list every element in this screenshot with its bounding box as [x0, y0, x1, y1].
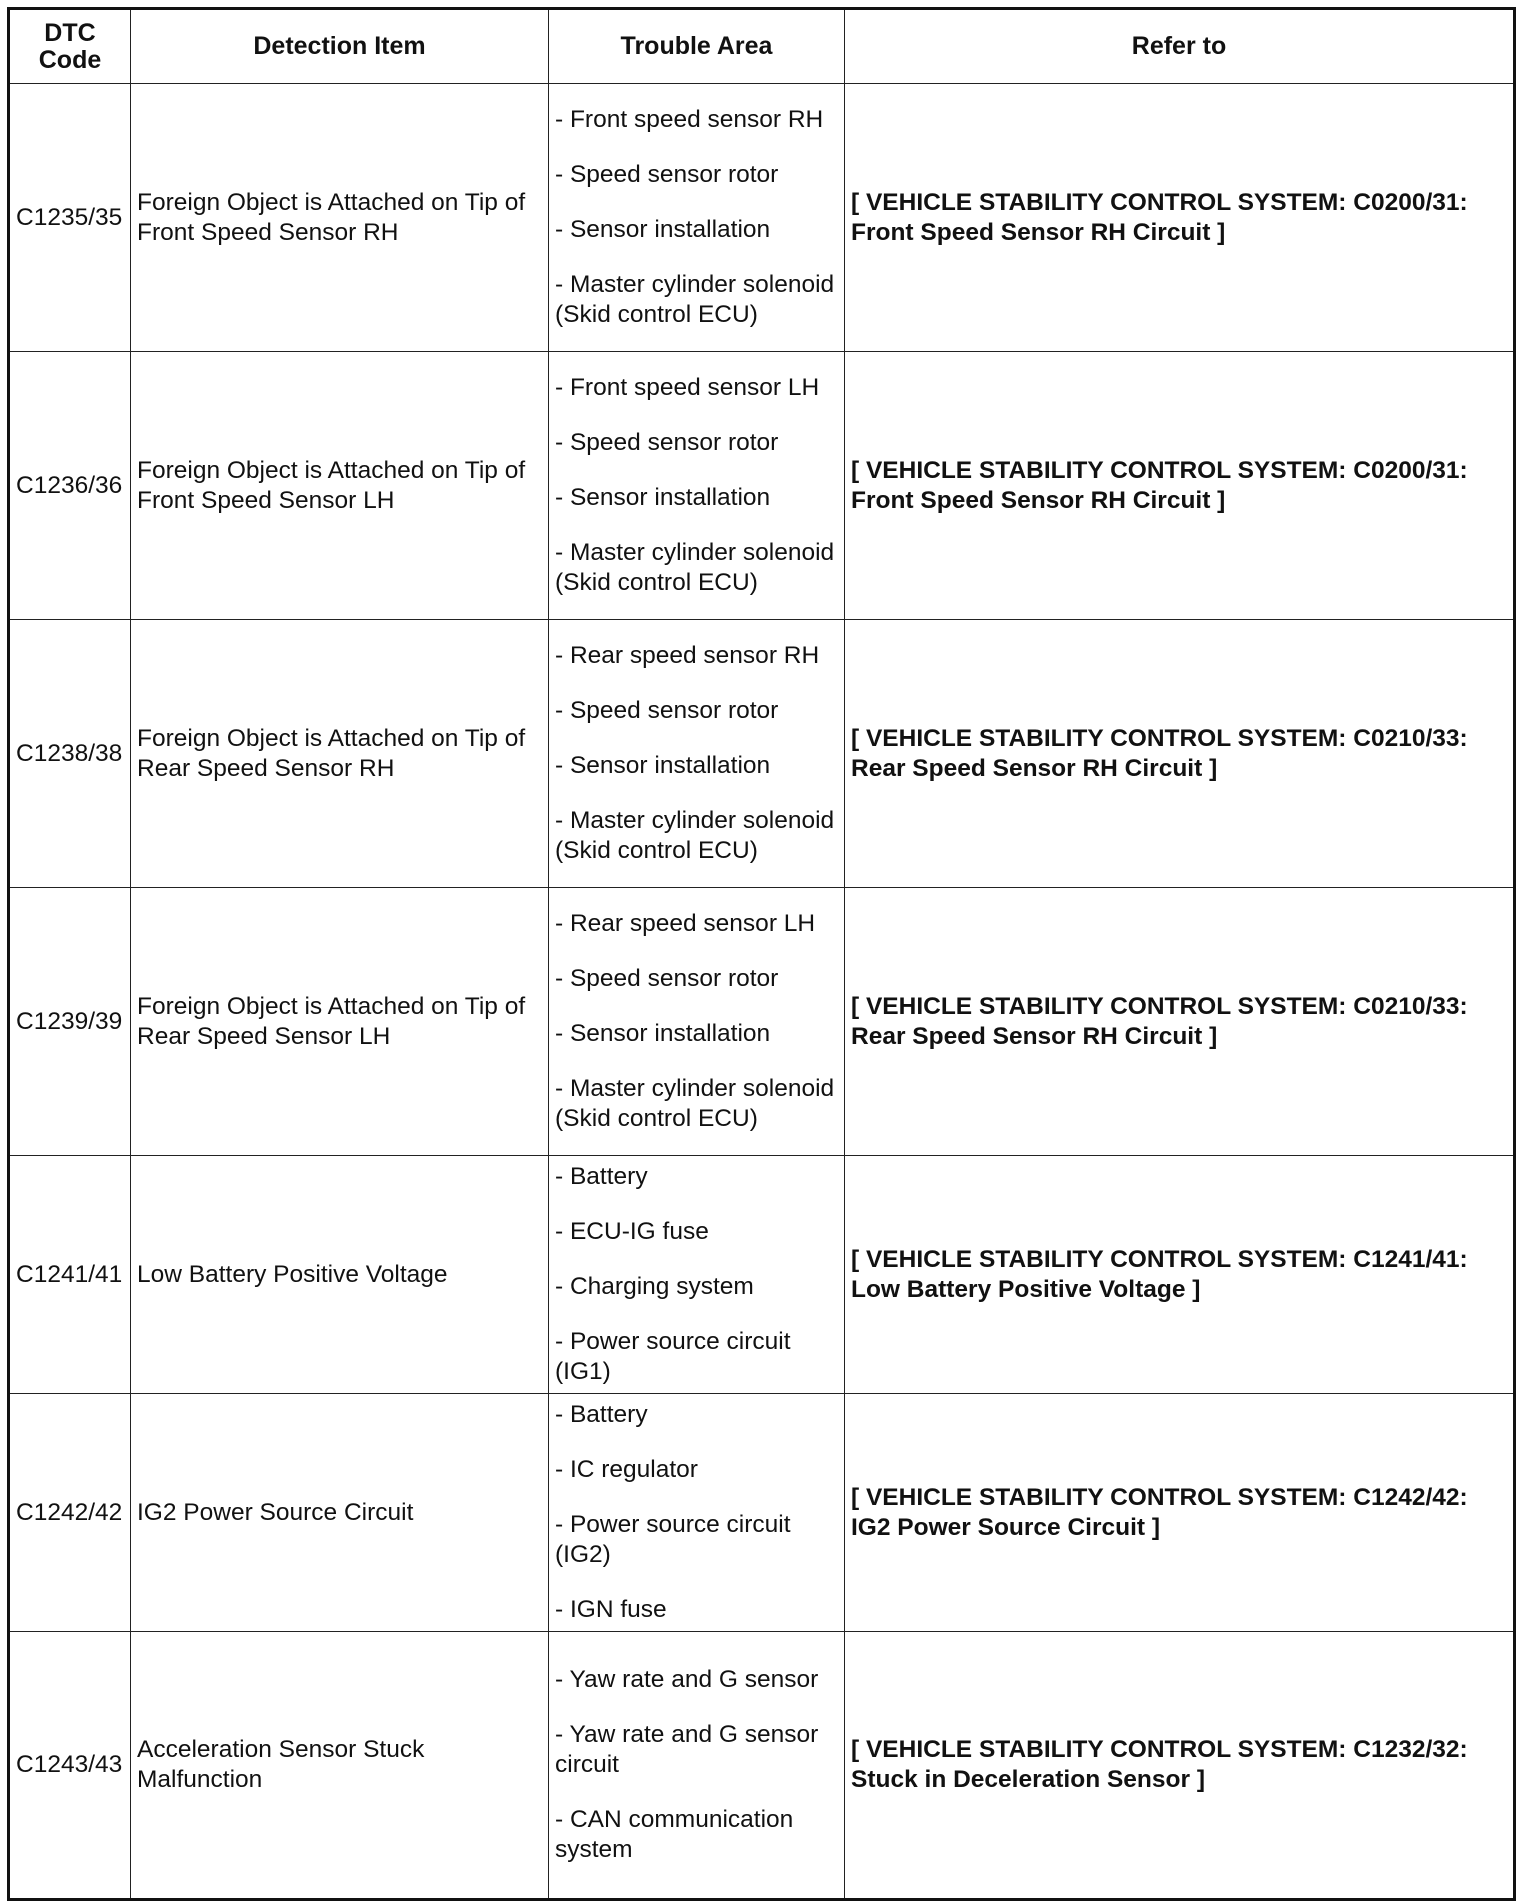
trouble-area-item: - IC regulator: [555, 1456, 698, 1483]
refer-to-link[interactable]: [ VEHICLE STABILITY CONTROL SYSTEM: C0210/33: Rear Speed Sensor RH Circuit ]: [845, 888, 1515, 1156]
trouble-area-item: - Sensor installation: [555, 484, 771, 511]
trouble-area-cell: [549, 352, 845, 620]
detection-item-cell: Acceleration Sensor Stuck Malfunction: [131, 1632, 549, 1900]
refer-to-link[interactable]: [ VEHICLE STABILITY CONTROL SYSTEM: C1241/41: Low Battery Positive Voltage ]: [845, 1156, 1515, 1394]
trouble-area-cell: [549, 888, 845, 1156]
dtc-code-cell: C1243/43: [9, 1632, 131, 1900]
dtc-code-cell: C1236/36: [9, 352, 131, 620]
trouble-area-item: - Power source circuit (IG2): [555, 1511, 791, 1568]
refer-to-link[interactable]: [ VEHICLE STABILITY CONTROL SYSTEM: C0200/31: Front Speed Sensor RH Circuit ]: [845, 352, 1515, 620]
trouble-area-item: - Master cylinder solenoid (Skid control ECU): [555, 1075, 835, 1132]
header-detection-item: Detection Item: [131, 9, 549, 84]
trouble-area-item: - Front speed sensor RH: [555, 106, 824, 133]
trouble-area-item: - Sensor installation: [555, 216, 771, 243]
header-refer-to: Refer to: [845, 9, 1515, 84]
trouble-area-item: - IGN fuse: [555, 1596, 667, 1623]
trouble-area-item: - Speed sensor rotor: [555, 161, 779, 188]
trouble-area-item: - Battery: [555, 1401, 648, 1428]
header-dtc-code-line2: Code: [38, 45, 102, 74]
header-row: [9, 9, 1515, 84]
trouble-area-cell: [549, 1156, 845, 1394]
trouble-area-cell: [549, 84, 845, 352]
detection-item-cell: Foreign Object is Attached on Tip of Front Speed Sensor LH: [131, 352, 549, 620]
dtc-code-cell: C1238/38: [9, 620, 131, 888]
refer-to-link[interactable]: [ VEHICLE STABILITY CONTROL SYSTEM: C0210/33: Rear Speed Sensor RH Circuit ]: [845, 620, 1515, 888]
trouble-area-item: - Charging system: [555, 1273, 754, 1300]
trouble-area-item: - CAN communication system: [555, 1806, 794, 1863]
table-row: [9, 352, 1515, 620]
trouble-area-item: - Front speed sensor LH: [555, 374, 820, 401]
trouble-area-item: - Speed sensor rotor: [555, 965, 779, 992]
trouble-area-item: - Rear speed sensor RH: [555, 642, 820, 669]
trouble-area-item: - Speed sensor rotor: [555, 697, 779, 724]
trouble-area-item: - Battery: [555, 1163, 648, 1190]
trouble-area-item: - Sensor installation: [555, 1020, 771, 1047]
dtc-table: [7, 7, 1516, 1901]
detection-item-cell: Low Battery Positive Voltage: [131, 1156, 549, 1394]
trouble-area-item: - Sensor installation: [555, 752, 771, 779]
dtc-code-cell: C1235/35: [9, 84, 131, 352]
trouble-area-item: - Yaw rate and G sensor: [555, 1666, 819, 1693]
trouble-area-cell: [549, 620, 845, 888]
header-dtc-code-line1: DTC: [44, 18, 96, 47]
trouble-area-item: - Rear speed sensor LH: [555, 910, 816, 937]
trouble-area-item: - ECU-IG fuse: [555, 1218, 709, 1245]
trouble-area-item: - Speed sensor rotor: [555, 429, 779, 456]
detection-item-cell: Foreign Object is Attached on Tip of Rear Speed Sensor RH: [131, 620, 549, 888]
dtc-code-cell: C1242/42: [9, 1394, 131, 1632]
detection-item-cell: Foreign Object is Attached on Tip of Front Speed Sensor RH: [131, 84, 549, 352]
table-row: [9, 1632, 1515, 1900]
trouble-area-item: - Master cylinder solenoid (Skid control ECU): [555, 271, 835, 328]
trouble-area-item: - Yaw rate and G sensor circuit: [555, 1721, 819, 1778]
trouble-area-item: - Master cylinder solenoid (Skid control ECU): [555, 539, 835, 596]
table-row: [9, 620, 1515, 888]
header-dtc-code: [9, 9, 131, 84]
refer-to-link[interactable]: [ VEHICLE STABILITY CONTROL SYSTEM: C0200/31: Front Speed Sensor RH Circuit ]: [845, 84, 1515, 352]
trouble-area-cell: [549, 1632, 845, 1900]
trouble-area-item: - Power source circuit (IG1): [555, 1328, 791, 1385]
header-trouble-area: Trouble Area: [549, 9, 845, 84]
detection-item-cell: IG2 Power Source Circuit: [131, 1394, 549, 1632]
table-row: [9, 84, 1515, 352]
refer-to-link[interactable]: [ VEHICLE STABILITY CONTROL SYSTEM: C1232/32: Stuck in Deceleration Sensor ]: [845, 1632, 1515, 1900]
trouble-area-item: - Master cylinder solenoid (Skid control ECU): [555, 807, 835, 864]
detection-item-cell: Foreign Object is Attached on Tip of Rear Speed Sensor LH: [131, 888, 549, 1156]
table-row: [9, 1394, 1515, 1632]
table-row: [9, 888, 1515, 1156]
table-row: [9, 1156, 1515, 1394]
refer-to-link[interactable]: [ VEHICLE STABILITY CONTROL SYSTEM: C1242/42: IG2 Power Source Circuit ]: [845, 1394, 1515, 1632]
dtc-code-cell: C1241/41: [9, 1156, 131, 1394]
dtc-code-cell: C1239/39: [9, 888, 131, 1156]
trouble-area-cell: [549, 1394, 845, 1632]
